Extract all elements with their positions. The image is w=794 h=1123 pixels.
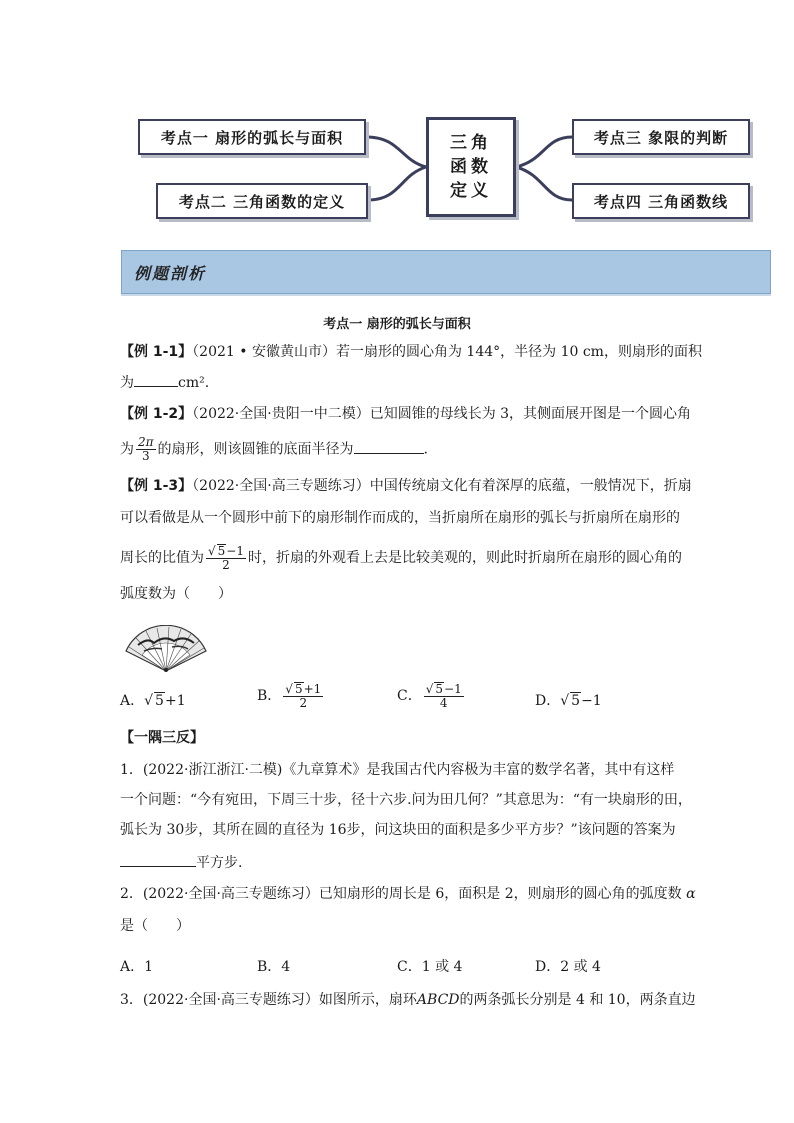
option-a[interactable]: A．√ 5+1 [120, 693, 186, 709]
banner-title: 例题剖析 [134, 264, 207, 283]
practice-q3-line1: 3．(2022·全国·高三专题练习）如图所示，扇环ABCD的两条弧长分别是 4 和 10，两条直边 [120, 992, 696, 1008]
example-1-3-line3: 周长的比值为 $\frac{√ 5-1}{2}$ 时，折扇的外观看上去是比较美观的，则此时折扇所在扇形的圆心角的 [120, 544, 682, 572]
example-1-3: 【例 1-3】（2022·全国·高三专题练习）中国传统扇文化有着深厚的底蕴，一般情况下，折扇 [120, 478, 692, 494]
mindmap-node-kaodian3: 考点三 象限的判断 [572, 119, 750, 155]
mindmap-node-kaodian4: 考点四 三角函数线 [572, 183, 750, 219]
q2-option-d[interactable]: D．2 或 4 [535, 959, 601, 975]
option-d[interactable]: D．√ 5−1 [535, 693, 602, 709]
example-1-3-line4: 弧度数为（ ） [120, 586, 232, 602]
practice-q1-line1: 1．(2022·浙江浙江·二模)《九章算术》是我国古代内容极为丰富的数学名著，其中有这样 [120, 762, 675, 778]
answer-blank[interactable] [120, 852, 196, 867]
practice-q2-line1: 2．(2022·全国·高三专题练习）已知扇形的周长是 6，面积是 2，则扇形的圆心角的弧度数 α [120, 886, 696, 902]
q2-option-a[interactable]: A．1 [120, 959, 154, 975]
q2-option-b[interactable]: B．4 [257, 959, 291, 975]
practice-q1-line4: 平方步. [120, 852, 242, 873]
mindmap-center-node: 三角函数定义 [426, 117, 516, 217]
mindmap-node-kaodian1: 考点一 扇形的弧长与面积 [138, 119, 366, 155]
option-c[interactable]: C． $\frac{√ 5-1}{4}$ [397, 682, 462, 710]
practice-q2-line2: 是（ ） [120, 918, 190, 934]
answer-blank[interactable] [354, 439, 424, 454]
option-b[interactable]: B． $\frac{√ 5+1}{2}$ [257, 682, 322, 710]
practice-q1-line3: 弧长为 30步，其所在圆的直径为 16步，问这块田的面积是多少平方步？”该问题的答案为 [120, 822, 676, 838]
example-1-1: 【例 1-1】（2021 • 安徽黄山市）若一扇形的圆心角为 144°，半径为 10 cm，则扇形的面积 [120, 344, 702, 360]
folding-fan-image [124, 625, 208, 673]
answer-blank[interactable] [134, 372, 178, 387]
example-1-2: 【例 1-2】（2022·全国·贵阳一中二模）已知圆锥的母线长为 3，其侧面展开图是一个圆心角 [120, 406, 692, 422]
example-1-3-line2: 可以看做是从一个圆形中前下的扇形制作而成的，当折扇所在扇形的弧长与折扇所在扇形的 [120, 510, 680, 526]
q2-option-c[interactable]: C．1 或 4 [397, 959, 463, 975]
section-heading: 考点一 扇形的弧长与面积 [323, 317, 471, 332]
example-1-2-line2: 为 $\frac{2\pi}{3}$ 的扇形，则该圆锥的底面半径为 . [120, 435, 428, 463]
example-1-1-line2: 为 cm². [120, 372, 209, 393]
section-banner [121, 250, 771, 294]
practice-q1-line2: 一个问题：“今有宛田，下周三十步，径十六步.问为田几何？”其意思为：“有一块扇形的田， [120, 792, 692, 808]
mindmap-node-kaodian2: 考点二 三角函数的定义 [156, 183, 368, 219]
practice-title: 【一隅三反】 [120, 730, 204, 746]
